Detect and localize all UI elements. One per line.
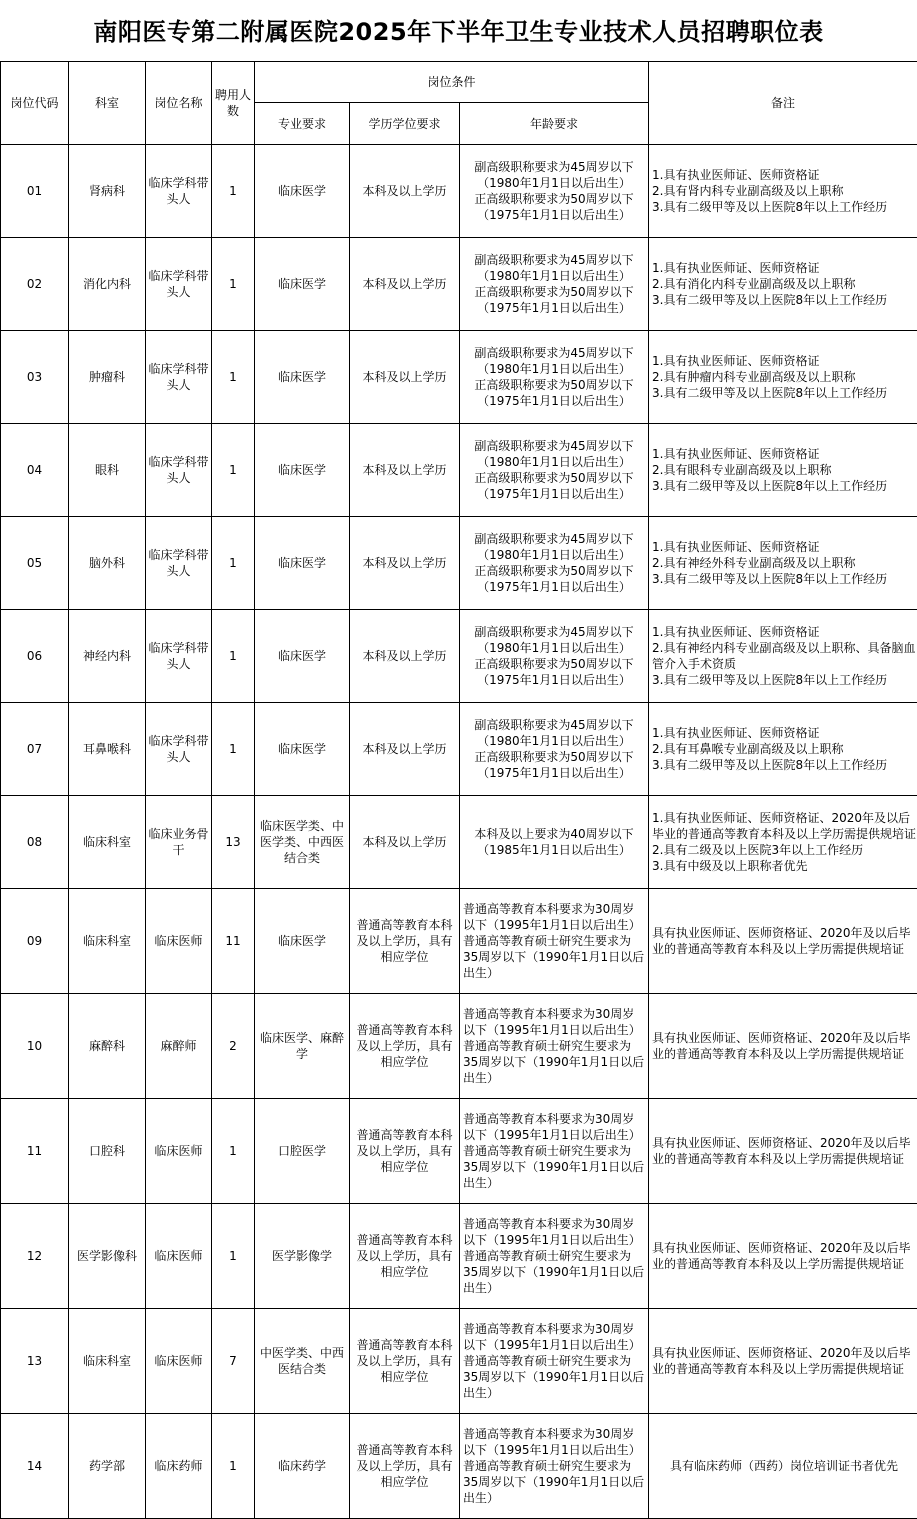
age-line: 普通高等教育本科要求为30周岁以下（1995年1月1日以后出生） [463,1427,641,1457]
remark-line: 3.具有二级甲等及以上医院8年以上工作经历 [652,200,888,214]
age-line: （1980年1月1日以后出生） [477,362,631,376]
cell-position: 临床业务骨干 [146,796,212,889]
age-line: （1975年1月1日以后出生） [477,673,631,687]
cell-code: 08 [1,796,69,889]
age-line: 本科及以上要求为40周岁以下 [474,827,634,841]
cell-education: 本科及以上学历 [350,331,460,424]
cell-position: 临床医师 [146,1204,212,1309]
age-line: （1975年1月1日以后出生） [477,208,631,222]
cell-count: 13 [212,796,255,889]
age-line: 普通高等教育本科要求为30周岁以下（1995年1月1日以后出生） [463,1112,641,1142]
cell-code: 13 [1,1309,69,1414]
age-line: （1975年1月1日以后出生） [477,580,631,594]
cell-remarks [649,1204,917,1309]
cell-remarks [649,1414,917,1519]
cell-code: 10 [1,994,69,1099]
cell-code: 03 [1,331,69,424]
table-row [1,517,917,610]
remark-line: 2.具有二级及以上医院3年以上工作经历 [652,843,864,857]
cell-major: 临床医学 [255,703,350,796]
remark-line: 2.具有眼科专业副高级及以上职称 [652,463,832,477]
cell-dept: 耳鼻喉科 [69,703,146,796]
age-line: （1980年1月1日以后出生） [477,734,631,748]
cell-education: 本科及以上学历 [350,610,460,703]
remark-line: 3.具有中级及以上职称者优先 [652,859,808,873]
cell-major: 中医学类、中西医结合类 [255,1309,350,1414]
cell-dept: 医学影像科 [69,1204,146,1309]
cell-position: 临床医师 [146,889,212,994]
cell-remarks [649,145,917,238]
table-row [1,994,917,1099]
cell-education: 普通高等教育本科及以上学历，具有相应学位 [350,1099,460,1204]
cell-position: 临床学科带头人 [146,331,212,424]
cell-position: 麻醉师 [146,994,212,1099]
cell-major: 临床医学 [255,889,350,994]
age-line: 普通高等教育本科要求为30周岁以下（1995年1月1日以后出生） [463,1322,641,1352]
table-row [1,1204,917,1309]
cell-remarks [649,238,917,331]
cell-position: 临床药师 [146,1414,212,1519]
cell-position: 临床学科带头人 [146,703,212,796]
cell-dept: 神经内科 [69,610,146,703]
cell-age [460,889,649,994]
cell-remarks [649,424,917,517]
cell-position: 临床医师 [146,1099,212,1204]
header-conditions: 岗位条件 [255,62,649,103]
cell-count: 7 [212,1309,255,1414]
cell-major: 口腔医学 [255,1099,350,1204]
cell-code: 02 [1,238,69,331]
cell-position: 临床学科带头人 [146,517,212,610]
remark-line: 2.具有神经外科专业副高级及以上职称 [652,556,856,570]
age-line: 副高级职称要求为45周岁以下 [474,253,634,267]
age-line: （1980年1月1日以后出生） [477,641,631,655]
cell-code: 12 [1,1204,69,1309]
remark-line: 3.具有二级甲等及以上医院8年以上工作经历 [652,758,888,772]
cell-dept: 脑外科 [69,517,146,610]
table-row [1,889,917,994]
table-body [1,145,917,1519]
cell-major: 临床医学 [255,517,350,610]
header-position: 岗位名称 [146,62,212,145]
cell-code: 04 [1,424,69,517]
cell-education: 普通高等教育本科及以上学历，具有相应学位 [350,1204,460,1309]
age-line: 普通高等教育本科要求为30周岁以下（1995年1月1日以后出生） [463,1007,641,1037]
cell-count: 1 [212,331,255,424]
cell-remarks [649,331,917,424]
table-row [1,238,917,331]
remark-line: 2.具有消化内科专业副高级及以上职称 [652,277,856,291]
cell-dept: 肾病科 [69,145,146,238]
cell-code: 01 [1,145,69,238]
cell-education: 本科及以上学历 [350,796,460,889]
cell-education: 本科及以上学历 [350,238,460,331]
age-line: （1980年1月1日以后出生） [477,548,631,562]
cell-code: 11 [1,1099,69,1204]
age-line: 普通高等教育硕士研究生要求为35周岁以下（1990年1月1日以后出生） [463,1039,645,1085]
cell-age [460,331,649,424]
remark-line: 3.具有二级甲等及以上医院8年以上工作经历 [652,386,888,400]
cell-code: 06 [1,610,69,703]
remark-line: 1.具有执业医师证、医师资格证 [652,726,820,740]
cell-count: 1 [212,238,255,331]
cell-age [460,796,649,889]
remark-line: 1.具有执业医师证、医师资格证 [652,625,820,639]
remark-line: 3.具有二级甲等及以上医院8年以上工作经历 [652,673,888,687]
age-line: （1975年1月1日以后出生） [477,394,631,408]
age-line: 副高级职称要求为45周岁以下 [474,532,634,546]
age-line: 正高级职称要求为50周岁以下 [474,750,634,764]
cell-count: 1 [212,1204,255,1309]
remark-line: 具有执业医师证、医师资格证、2020年及以后毕业的普通高等教育本科及以上学历需提供规培证 [652,1241,911,1271]
recruitment-table [0,61,917,1519]
cell-age [460,610,649,703]
cell-age [460,1309,649,1414]
cell-count: 11 [212,889,255,994]
cell-position: 临床学科带头人 [146,424,212,517]
cell-dept: 消化内科 [69,238,146,331]
table-row [1,1309,917,1414]
age-line: 普通高等教育硕士研究生要求为35周岁以下（1990年1月1日以后出生） [463,1144,645,1190]
age-line: 副高级职称要求为45周岁以下 [474,718,634,732]
cell-count: 1 [212,424,255,517]
cell-count: 2 [212,994,255,1099]
age-line: 普通高等教育硕士研究生要求为35周岁以下（1990年1月1日以后出生） [463,1249,645,1295]
cell-major: 临床医学、麻醉学 [255,994,350,1099]
age-line: （1980年1月1日以后出生） [477,455,631,469]
remark-line: 2.具有肾内科专业副高级及以上职称 [652,184,844,198]
cell-remarks [649,517,917,610]
remark-line: 1.具有执业医师证、医师资格证 [652,540,820,554]
age-line: 普通高等教育硕士研究生要求为35周岁以下（1990年1月1日以后出生） [463,1354,645,1400]
cell-remarks [649,610,917,703]
cell-remarks [649,889,917,994]
age-line: （1980年1月1日以后出生） [477,269,631,283]
age-line: 副高级职称要求为45周岁以下 [474,625,634,639]
header-count: 聘用人数 [212,62,255,145]
header-major: 专业要求 [255,103,350,145]
header-code: 岗位代码 [1,62,69,145]
remark-line: 2.具有神经内科专业副高级及以上职称、具备脑血管介入手术资质 [652,641,916,671]
remark-line: 1.具有执业医师证、医师资格证 [652,447,820,461]
age-line: 普通高等教育本科要求为30周岁以下（1995年1月1日以后出生） [463,1217,641,1247]
cell-count: 1 [212,703,255,796]
page-title: 南阳医专第二附属医院2025年下半年卫生专业技术人员招聘职位表 [93,18,824,46]
cell-count: 1 [212,145,255,238]
remark-line: 3.具有二级甲等及以上医院8年以上工作经历 [652,293,888,307]
remark-line: 3.具有二级甲等及以上医院8年以上工作经历 [652,572,888,586]
cell-age [460,1204,649,1309]
cell-count: 1 [212,517,255,610]
cell-dept: 肿瘤科 [69,331,146,424]
table-row [1,796,917,889]
age-line: 正高级职称要求为50周岁以下 [474,564,634,578]
age-line: 普通高等教育硕士研究生要求为35周岁以下（1990年1月1日以后出生） [463,934,645,980]
age-line: （1975年1月1日以后出生） [477,487,631,501]
cell-remarks [649,994,917,1099]
table-row [1,1414,917,1519]
cell-education: 本科及以上学历 [350,424,460,517]
remark-line: 2.具有耳鼻喉专业副高级及以上职称 [652,742,844,756]
age-line: （1985年1月1日以后出生） [477,843,631,857]
age-line: 正高级职称要求为50周岁以下 [474,192,634,206]
cell-code: 14 [1,1414,69,1519]
age-line: 正高级职称要求为50周岁以下 [474,378,634,392]
cell-education: 普通高等教育本科及以上学历，具有相应学位 [350,889,460,994]
cell-major: 临床医学 [255,145,350,238]
cell-dept: 临床科室 [69,796,146,889]
cell-count: 1 [212,610,255,703]
age-line: 正高级职称要求为50周岁以下 [474,285,634,299]
header-remarks: 备注 [649,62,917,145]
cell-position: 临床学科带头人 [146,145,212,238]
cell-education: 普通高等教育本科及以上学历，具有相应学位 [350,1309,460,1414]
cell-education: 普通高等教育本科及以上学历，具有相应学位 [350,1414,460,1519]
remark-line: 具有执业医师证、医师资格证、2020年及以后毕业的普通高等教育本科及以上学历需提供规培证 [652,926,911,956]
remark-line: 2.具有肿瘤内科专业副高级及以上职称 [652,370,856,384]
remark-line: 3.具有二级甲等及以上医院8年以上工作经历 [652,479,888,493]
cell-major: 医学影像学 [255,1204,350,1309]
age-line: 正高级职称要求为50周岁以下 [474,657,634,671]
cell-age [460,517,649,610]
header-age: 年龄要求 [460,103,649,145]
age-line: （1980年1月1日以后出生） [477,176,631,190]
cell-age [460,1414,649,1519]
cell-age [460,703,649,796]
age-line: 正高级职称要求为50周岁以下 [474,471,634,485]
cell-remarks [649,703,917,796]
cell-position: 临床学科带头人 [146,238,212,331]
remark-line: 具有执业医师证、医师资格证、2020年及以后毕业的普通高等教育本科及以上学历需提供规培证 [652,1031,911,1061]
table-row [1,331,917,424]
age-line: （1975年1月1日以后出生） [477,301,631,315]
cell-education: 普通高等教育本科及以上学历，具有相应学位 [350,994,460,1099]
table-row [1,424,917,517]
cell-education: 本科及以上学历 [350,145,460,238]
cell-position: 临床学科带头人 [146,610,212,703]
remark-line: 1.具有执业医师证、医师资格证 [652,354,820,368]
cell-dept: 药学部 [69,1414,146,1519]
cell-code: 07 [1,703,69,796]
table-row [1,703,917,796]
cell-code: 09 [1,889,69,994]
cell-major: 临床医学类、中医学类、中西医结合类 [255,796,350,889]
cell-age [460,238,649,331]
cell-age [460,424,649,517]
remark-line: 具有临床药师（西药）岗位培训证书者优先 [669,1459,898,1473]
header-row-1 [1,62,917,103]
header-education: 学历学位要求 [350,103,460,145]
age-line: 副高级职称要求为45周岁以下 [474,439,634,453]
cell-major: 临床医学 [255,424,350,517]
age-line: 副高级职称要求为45周岁以下 [474,346,634,360]
age-line: （1975年1月1日以后出生） [477,766,631,780]
age-line: 普通高等教育本科要求为30周岁以下（1995年1月1日以后出生） [463,902,641,932]
remark-line: 1.具有执业医师证、医师资格证、2020年及以后毕业的普通高等教育本科及以上学历需提供规培证 [652,811,917,841]
cell-dept: 麻醉科 [69,994,146,1099]
cell-dept: 临床科室 [69,889,146,994]
cell-major: 临床医学 [255,331,350,424]
cell-major: 临床药学 [255,1414,350,1519]
cell-remarks [649,1099,917,1204]
table-row [1,610,917,703]
cell-code: 05 [1,517,69,610]
table-row [1,145,917,238]
cell-major: 临床医学 [255,238,350,331]
cell-education: 本科及以上学历 [350,517,460,610]
cell-remarks [649,1309,917,1414]
cell-age [460,994,649,1099]
cell-count: 1 [212,1414,255,1519]
header-dept: 科室 [69,62,146,145]
cell-dept: 眼科 [69,424,146,517]
cell-dept: 临床科室 [69,1309,146,1414]
remark-line: 1.具有执业医师证、医师资格证 [652,168,820,182]
cell-age [460,1099,649,1204]
remark-line: 具有执业医师证、医师资格证、2020年及以后毕业的普通高等教育本科及以上学历需提供规培证 [652,1346,911,1376]
cell-remarks [649,796,917,889]
remark-line: 具有执业医师证、医师资格证、2020年及以后毕业的普通高等教育本科及以上学历需提供规培证 [652,1136,911,1166]
cell-age [460,145,649,238]
cell-dept: 口腔科 [69,1099,146,1204]
remark-line: 1.具有执业医师证、医师资格证 [652,261,820,275]
cell-major: 临床医学 [255,610,350,703]
cell-count: 1 [212,1099,255,1204]
age-line: 副高级职称要求为45周岁以下 [474,160,634,174]
cell-education: 本科及以上学历 [350,703,460,796]
age-line: 普通高等教育硕士研究生要求为35周岁以下（1990年1月1日以后出生） [463,1459,645,1505]
cell-position: 临床医师 [146,1309,212,1414]
table-row [1,1099,917,1204]
